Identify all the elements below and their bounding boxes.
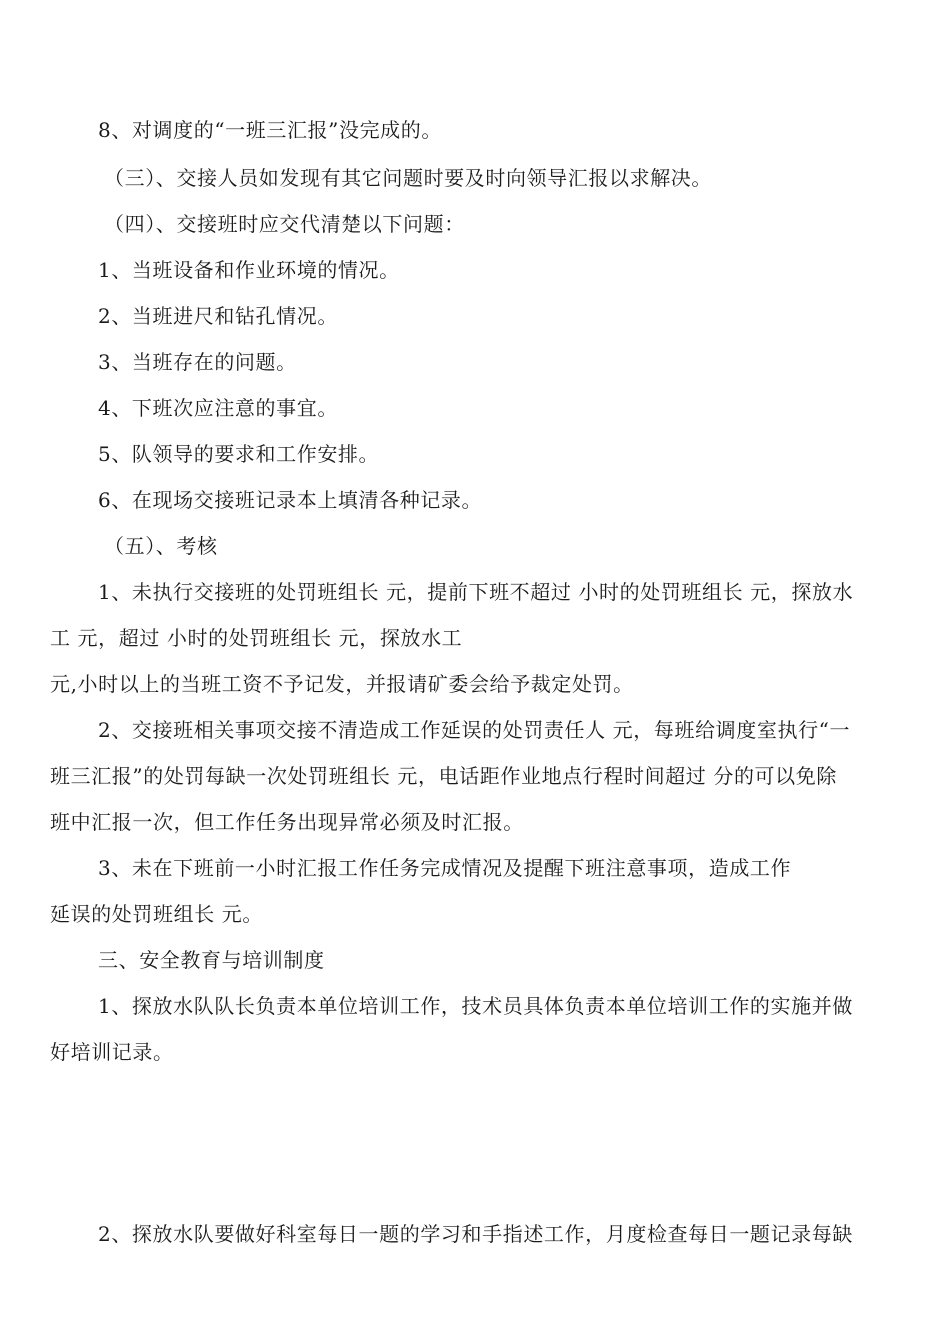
assessment-item-1-line-1: 1、未执行交接班的处罚班组长 元，提前下班不超过 小时的处罚班组长 元，探放水	[98, 580, 854, 604]
training-item-1-line-1: 1、探放水队队长负责本单位培训工作，技术员具体负责本单位培训工作的实施并做	[98, 994, 853, 1018]
list-item-3: 3、当班存在的问题。	[98, 350, 297, 374]
list-item-2: 2、当班进尺和钻孔情况。	[98, 304, 338, 328]
section-4-heading: （四）、交接班时应交代清楚以下问题：	[104, 212, 465, 236]
assessment-item-3-line-1: 3、未在下班前一小时汇报工作任务完成情况及提醒下班注意事项，造成工作	[98, 856, 792, 880]
assessment-item-1-line-3: 元,小时以上的当班工资不予记发，并报请矿委会给予裁定处罚。	[50, 672, 634, 696]
section-heading-training: 三、安全教育与培训制度	[98, 948, 325, 972]
assessment-item-1-line-2: 工 元，超过 小时的处罚班组长 元，探放水工	[50, 626, 463, 650]
section-3-paragraph: （三）、交接人员如发现有其它问题时要及时向领导汇报以求解决。	[104, 166, 712, 190]
assessment-item-2-line-2: 班三汇报”的处罚每缺一次处罚班组长 元，电话距作业地点行程时间超过 分的可以免除	[50, 764, 837, 788]
assessment-item-2-line-3: 班中汇报一次，但工作任务出现异常必须及时汇报。	[50, 810, 524, 834]
section-5-heading: （五）、考核	[104, 534, 218, 558]
list-item-5: 5、队领导的要求和工作安排。	[98, 442, 380, 466]
assessment-item-3-line-2: 延误的处罚班组长 元。	[50, 902, 263, 926]
list-item-8: 8、对调度的“一班三汇报”没完成的。	[98, 118, 442, 142]
assessment-item-2-line-1: 2、交接班相关事项交接不清造成工作延误的处罚责任人 元，每班给调度室执行“一	[98, 718, 851, 742]
training-item-1-line-2: 好培训记录。	[50, 1040, 174, 1064]
list-item-4: 4、下班次应注意的事宜。	[98, 396, 338, 420]
list-item-1: 1、当班设备和作业环境的情况。	[98, 258, 400, 282]
list-item-6: 6、在现场交接班记录本上填清各种记录。	[98, 488, 483, 512]
training-item-2-line-1: 2、探放水队要做好科室每日一题的学习和手指述工作，月度检查每日一题记录每缺	[98, 1222, 853, 1246]
